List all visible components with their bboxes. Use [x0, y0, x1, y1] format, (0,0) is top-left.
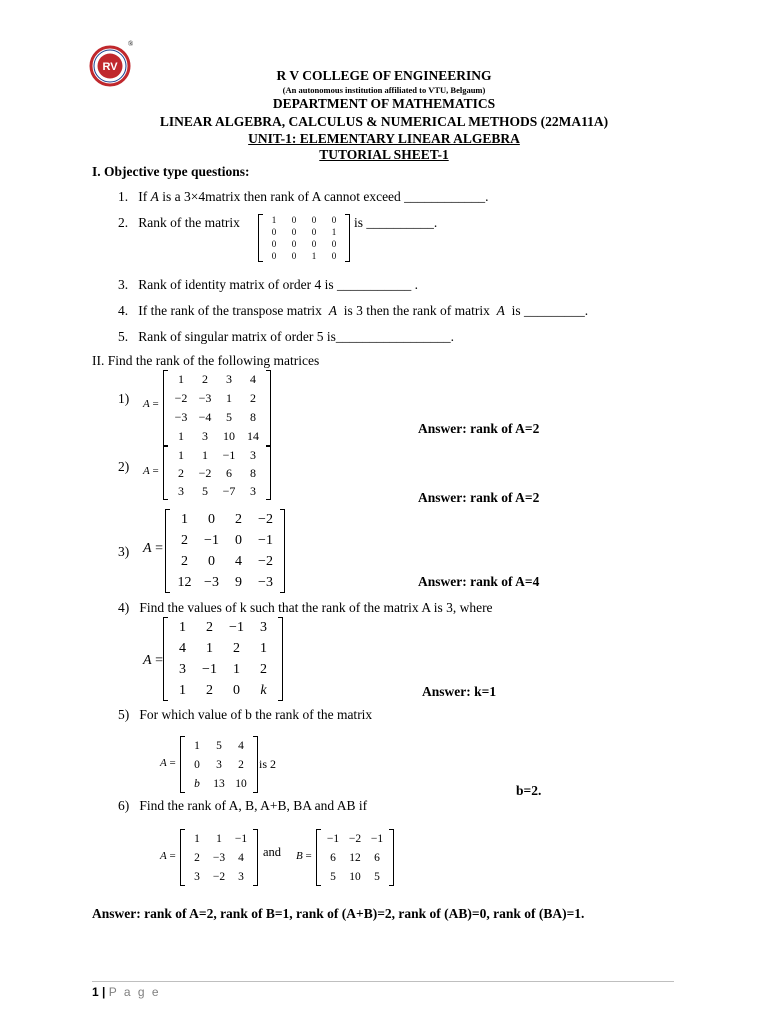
matrix-cell: 2 [181, 532, 188, 548]
q5-a: Rank of singular matrix of order 5 is_________________. [138, 329, 454, 344]
affiliation: (An autonomous institution affiliated to VTU, Belgaum) [282, 85, 486, 95]
matrix-cell: −1 [234, 832, 248, 845]
matrix-cell: 3 [179, 661, 186, 677]
matrix-row [169, 370, 265, 389]
matrix-p3 [165, 509, 285, 593]
matrix-cell: 0 [271, 227, 277, 237]
matrix-bracket-left [316, 829, 321, 886]
page-sep: | [102, 985, 106, 999]
matrix-row [169, 464, 265, 482]
p2-answer: Answer: rank of A=2 [418, 490, 540, 505]
matrix-cell: 2 [260, 661, 267, 677]
matrix-cell: −2 [258, 553, 273, 569]
q1-a: If [138, 189, 148, 204]
matrix-cell: 1 [331, 227, 337, 237]
p1-A: A [143, 398, 150, 410]
q1-dims: 3×4 [184, 189, 206, 204]
matrix-cell: 5 [226, 410, 232, 424]
matrix-row [169, 680, 277, 701]
p6-line [118, 798, 367, 814]
matrix-bracket-left [258, 214, 263, 262]
q4-var: A [328, 303, 337, 318]
matrix-cell: 2 [233, 640, 240, 656]
matrix-cell: 0 [331, 215, 337, 225]
matrix-cell: 10 [235, 777, 247, 790]
matrix-cell: −1 [202, 661, 217, 677]
p4-num: 4) [118, 600, 130, 615]
matrix-cell: 1 [271, 215, 277, 225]
matrix-cell: 6 [374, 851, 380, 864]
matrix-row [264, 214, 344, 226]
matrix-cell: 3 [250, 483, 256, 498]
matrix-cell: 3 [250, 447, 256, 462]
matrix-cell: −1 [222, 447, 236, 462]
p1-answer: Answer: rank of A=2 [418, 421, 540, 436]
q4-a: If the rank of the transpose matrix [138, 303, 322, 318]
matrix-row [169, 427, 265, 446]
page-number: 1 [92, 985, 99, 999]
matrix-bracket-left [163, 446, 168, 500]
matrix-table [169, 446, 265, 500]
matrix-cell: 3 [194, 870, 200, 883]
matrix-cell: 1 [194, 832, 200, 845]
matrix-cell: 4 [250, 372, 256, 386]
p5-suffix: is 2 [259, 757, 277, 771]
p5-A: A [160, 757, 167, 769]
college-name: R V COLLEGE OF ENGINEERING [276, 68, 492, 83]
matrix-cell: 4 [238, 739, 244, 752]
matrix-cell: 4 [238, 851, 244, 864]
matrix-bracket-left [180, 736, 185, 793]
matrix-table [169, 617, 277, 701]
matrix-cell: 1 [226, 391, 232, 405]
p6-B: B [296, 850, 303, 862]
question-3 [118, 277, 418, 293]
matrix-row [264, 238, 344, 250]
matrix-cell: 0 [208, 511, 215, 527]
p6-num: 6) [118, 798, 130, 813]
matrix-cell: 0 [208, 553, 215, 569]
matrix-cell: 1 [179, 682, 186, 698]
matrix-cell: −3 [198, 391, 212, 405]
question-1 [118, 189, 489, 205]
matrix-cell: −3 [212, 851, 226, 864]
matrix-cell: −2 [198, 465, 212, 480]
matrix-bracket-right [280, 509, 285, 593]
matrix-row [322, 829, 388, 848]
department: DEPARTMENT OF MATHEMATICS [272, 96, 496, 111]
question-4 [118, 303, 588, 319]
matrix-cell: 0 [291, 215, 297, 225]
matrix-bracket-right [266, 370, 271, 446]
matrix-p4 [163, 617, 283, 701]
matrix-cell: −4 [198, 410, 212, 424]
matrix-bracket-right [266, 446, 271, 500]
matrix-q2 [258, 214, 350, 262]
p6-A: A [160, 850, 167, 862]
matrix-table [186, 736, 252, 793]
matrix-cell: 0 [271, 251, 277, 261]
page-footer [92, 985, 161, 999]
matrix-p1 [163, 370, 271, 446]
matrix-bracket-left [180, 829, 185, 886]
matrix-cell: −3 [258, 574, 273, 590]
matrix-p5 [180, 736, 258, 793]
matrix-cell: 2 [238, 758, 244, 771]
q4-b: is 3 then the rank of matrix [343, 303, 490, 318]
matrix-cell: 12 [177, 574, 192, 590]
p5-num: 5) [118, 707, 130, 722]
p3-A: A [143, 541, 152, 556]
matrix-cell: 2 [181, 553, 188, 569]
matrix-row [186, 848, 252, 867]
q2-b: is __________. [354, 215, 438, 230]
matrix-cell: 8 [250, 410, 256, 424]
q5-num: 5. [118, 329, 129, 344]
matrix-table [169, 370, 265, 446]
q4-var2: A [496, 303, 505, 318]
matrix-cell: 0 [194, 758, 200, 771]
matrix-cell: −2 [348, 832, 362, 845]
matrix-cell: 9 [235, 574, 242, 590]
q1-c: matrix then rank of A cannot exceed ____________. [205, 189, 489, 204]
p2-num: 2) [118, 459, 130, 474]
matrix-cell: b [194, 777, 200, 790]
matrix-cell: 2 [206, 682, 213, 698]
q1-num: 1. [118, 189, 129, 204]
matrix-cell: 5 [330, 870, 336, 883]
q2-a: Rank of the matrix [138, 215, 240, 230]
matrix-cell: 0 [271, 239, 277, 249]
p5-answer: b=2. [516, 783, 542, 798]
sheet-title [0, 147, 768, 163]
matrix-cell: −1 [204, 532, 219, 548]
matrix-bracket-left [163, 617, 168, 701]
matrix-row [264, 250, 344, 262]
q3-text: Rank of identity matrix of order 4 is ___________ . [138, 277, 418, 292]
matrix-cell: 2 [206, 619, 213, 635]
matrix-cell: 10 [349, 870, 361, 883]
matrix-cell: 1 [178, 372, 184, 386]
matrix-bracket-right [345, 214, 350, 262]
matrix-bracket-right [253, 736, 258, 793]
matrix-cell: 3 [178, 483, 184, 498]
matrix-row [169, 638, 277, 659]
footer-divider [92, 981, 674, 982]
matrix-cell: −3 [204, 574, 219, 590]
p5-line [118, 707, 372, 723]
matrix-cell: 1 [233, 661, 240, 677]
question-5 [118, 329, 454, 345]
p5-lhs: A = [160, 757, 176, 769]
section2-title: II. Find the rank of the following matrices [92, 353, 320, 368]
page-word: P a g e [108, 985, 161, 999]
matrix-cell: 6 [330, 851, 336, 864]
matrix-bracket-right [253, 829, 258, 886]
matrix-cell: 5 [216, 739, 222, 752]
p2-A: A [143, 465, 150, 477]
matrix-cell: 3 [226, 372, 232, 386]
matrix-table [186, 829, 252, 886]
matrix-bracket-right [389, 829, 394, 886]
matrix-row [169, 389, 265, 408]
matrix-cell: 13 [213, 777, 225, 790]
unit-text: UNIT-1: ELEMENTARY LINEAR ALGEBRA [248, 131, 520, 146]
matrix-cell: 5 [202, 483, 208, 498]
matrix-row [169, 408, 265, 427]
p6-and: and [263, 845, 282, 859]
matrix-row [186, 829, 252, 848]
q2-num: 2. [118, 215, 129, 230]
q1-b: is a [162, 189, 181, 204]
matrix-row [171, 530, 279, 551]
matrix-cell: 1 [206, 640, 213, 656]
matrix-cell: −1 [229, 619, 244, 635]
matrix-cell: 1 [179, 619, 186, 635]
matrix-cell: 1 [216, 832, 222, 845]
p3-lhs: A = [143, 541, 163, 556]
matrix-cell: −2 [212, 870, 226, 883]
matrix-table [322, 829, 388, 886]
matrix-row [186, 774, 252, 793]
p4-lhs: A = [143, 653, 163, 668]
matrix-cell: 2 [178, 465, 184, 480]
matrix-cell: −7 [222, 483, 236, 498]
matrix-row [322, 867, 388, 886]
p1-lhs: A = [143, 398, 159, 410]
matrix-cell: 0 [311, 227, 317, 237]
matrix-cell: 12 [349, 851, 361, 864]
matrix-cell: 1 [311, 251, 317, 261]
matrix-cell: 0 [311, 239, 317, 249]
matrix-p6-a [180, 829, 258, 886]
matrix-row [169, 446, 265, 464]
p6-lhs-a: A = [160, 850, 176, 862]
matrix-cell: 3 [260, 619, 267, 635]
matrix-cell: 1 [260, 640, 267, 656]
matrix-row [264, 226, 344, 238]
matrix-table [171, 509, 279, 593]
matrix-cell: k [260, 682, 267, 698]
matrix-row [171, 572, 279, 593]
matrix-cell: 0 [235, 532, 242, 548]
matrix-cell: 14 [247, 429, 259, 443]
matrix-cell: 0 [291, 239, 297, 249]
matrix-cell: 3 [202, 429, 208, 443]
matrix-row [171, 551, 279, 572]
matrix-bracket-left [165, 509, 170, 593]
matrix-row [169, 617, 277, 638]
p5-text: For which value of b the rank of the matrix [139, 707, 373, 722]
matrix-cell: 1 [181, 511, 188, 527]
p4-answer: Answer: k=1 [422, 684, 497, 699]
matrix-cell: 1 [178, 447, 184, 462]
logo-text: RV [102, 61, 118, 73]
matrix-cell: −2 [258, 511, 273, 527]
matrix-p6-b [316, 829, 394, 886]
matrix-cell: 0 [291, 251, 297, 261]
matrix-row [186, 867, 252, 886]
p4-text: Find the values of k such that the rank of the matrix A is 3, where [139, 600, 493, 615]
unit-title [0, 131, 768, 147]
matrix-row [322, 848, 388, 867]
question-2 [118, 215, 240, 231]
matrix-cell: 2 [202, 372, 208, 386]
final-answer: Answer: rank of A=2, rank of B=1, rank of (A+B)=2, rank of (AB)=0, rank of (BA)=1. [92, 906, 585, 921]
matrix-cell: 5 [374, 870, 380, 883]
matrix-cell: 6 [226, 465, 232, 480]
p3-num: 3) [118, 544, 130, 559]
matrix-cell: 1 [178, 429, 184, 443]
registered-mark: ® [128, 40, 134, 48]
matrix-cell: 1 [194, 739, 200, 752]
matrix-row [169, 482, 265, 500]
q4-num: 4. [118, 303, 129, 318]
matrix-row [186, 755, 252, 774]
matrix-cell: 1 [202, 447, 208, 462]
matrix-cell: 2 [250, 391, 256, 405]
matrix-row [171, 509, 279, 530]
matrix-cell: 0 [291, 227, 297, 237]
p1-num: 1) [118, 391, 130, 406]
section1-title: I. Objective type questions: [92, 164, 250, 179]
matrix-table [264, 214, 344, 262]
p4-A: A [143, 653, 152, 668]
matrix-p2 [163, 446, 271, 500]
matrix-cell: 4 [179, 640, 186, 656]
matrix-row [169, 659, 277, 680]
p3-answer: Answer: rank of A=4 [418, 574, 540, 589]
sheet-text: TUTORIAL SHEET-1 [319, 147, 449, 162]
matrix-cell: −2 [174, 391, 188, 405]
matrix-cell: 0 [233, 682, 240, 698]
p6-text: Find the rank of A, B, A+B, BA and AB if [139, 798, 368, 813]
matrix-cell: 3 [216, 758, 222, 771]
matrix-cell: −1 [258, 532, 273, 548]
matrix-cell: 8 [250, 465, 256, 480]
matrix-cell: 0 [311, 215, 317, 225]
matrix-cell: 4 [235, 553, 242, 569]
matrix-cell: 2 [194, 851, 200, 864]
matrix-bracket-left [163, 370, 168, 446]
matrix-cell: −1 [370, 832, 384, 845]
matrix-cell: 0 [331, 239, 337, 249]
matrix-cell: −1 [326, 832, 340, 845]
matrix-bracket-right [278, 617, 283, 701]
course-title: LINEAR ALGEBRA, CALCULUS & NUMERICAL METHODS (22MA11A) [159, 114, 609, 129]
matrix-cell: 2 [235, 511, 242, 527]
matrix-row [186, 736, 252, 755]
q4-c: is _________. [511, 303, 589, 318]
p4-line [118, 600, 493, 616]
matrix-cell: −3 [174, 410, 188, 424]
p2-lhs: A = [143, 465, 159, 477]
matrix-cell: 10 [223, 429, 235, 443]
matrix-cell: 3 [238, 870, 244, 883]
q1-var: A [150, 189, 159, 204]
p6-lhs-b: B = [296, 850, 312, 862]
q3-num: 3. [118, 277, 129, 292]
matrix-cell: 0 [331, 251, 337, 261]
